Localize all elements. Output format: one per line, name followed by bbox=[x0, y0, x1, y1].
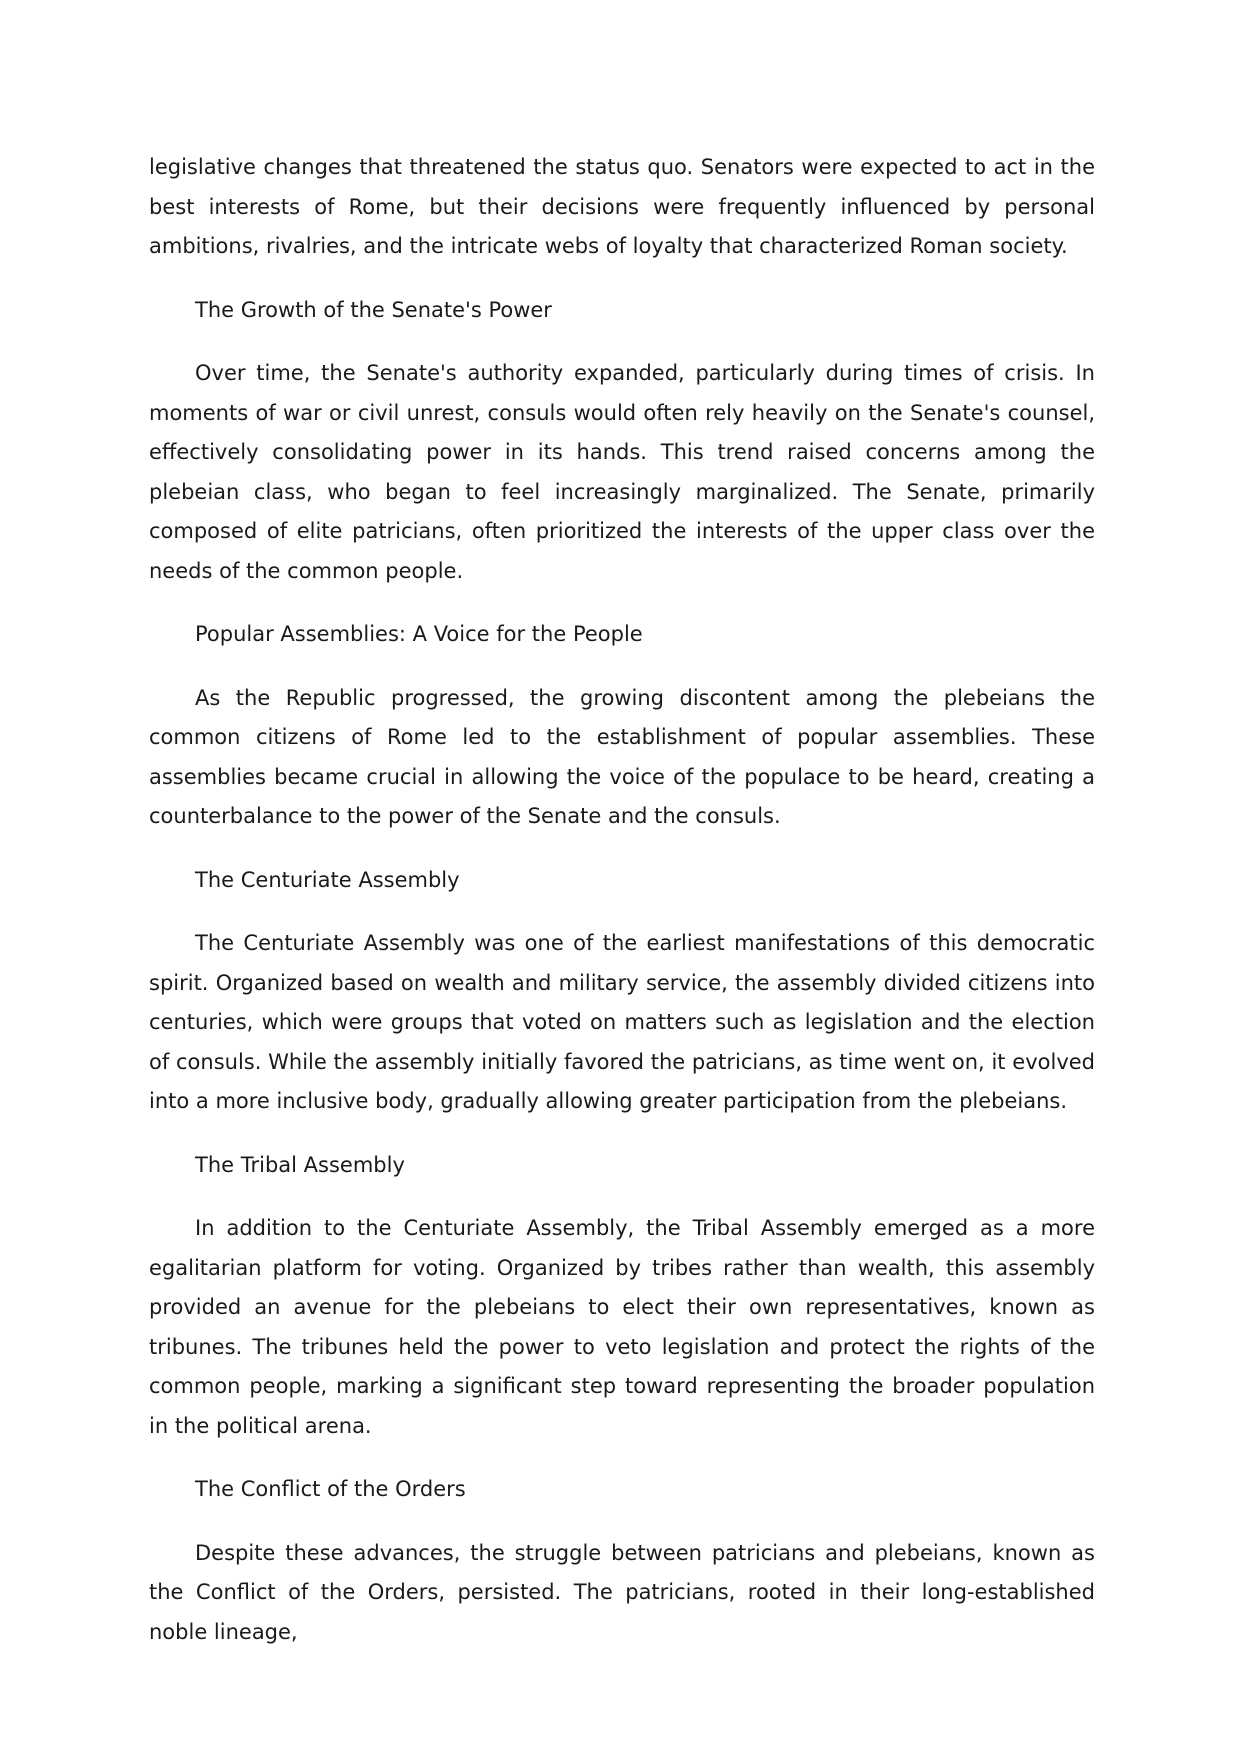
paragraph-conflict-of-orders: Despite these advances, the struggle between patricians and plebeians, known as the Conflict of the Orders, persisted. The patricians, rooted in their long-established noble lineage, bbox=[149, 1540, 1095, 1644]
heading-conflict-of-orders: The Conflict of the Orders bbox=[195, 1477, 466, 1501]
paragraph-tribal-assembly: In addition to the Centuriate Assembly, the Tribal Assembly emerged as a more egalitarian platform for voting. Organized by tribes rather than wealth, this assembly provided an avenue for the plebeians to elect their own representatives, known as tribunes. The tribunes held the power to veto legislation and protect the rights of the common people, marking a significant step toward representing the broader population in the political arena. bbox=[149, 1216, 1095, 1438]
heading-growth-of-senate-power: The Growth of the Senate's Power bbox=[195, 297, 552, 322]
document-body bbox=[149, 148, 1095, 1676]
heading-popular-assemblies: Popular Assemblies: A Voice for the People bbox=[195, 622, 643, 646]
paragraph-centuriate-assembly: The Centuriate Assembly was one of the earliest manifestations of this democratic spirit. Organized based on wealth and military service, the assembly divided citizens into centuries, which were groups that voted on matters such as legislation and the election of consuls. While the assembly initially favored the patricians, as time went on, it evolved into a more inclusive body, gradually allowing greater participation from the plebeians. bbox=[149, 931, 1095, 1113]
heading-tribal-assembly: The Tribal Assembly bbox=[195, 1152, 405, 1177]
paragraph-senate-decisions: legislative changes that threatened the status quo. Senators were expected to act in the best interests of Rome, but their decisions were frequently influenced by personal ambitions, rivalries, and the intricate webs of loyalty that characterized Roman society. bbox=[149, 155, 1095, 258]
heading-centuriate-assembly: The Centuriate Assembly bbox=[195, 867, 460, 892]
paragraph-senate-authority: Over time, the Senate's authority expanded, particularly during times of crisis. In moments of war or civil unrest, consuls would often rely heavily on the Senate's counsel, effectively consolidating power in its hands. This trend raised concerns among the plebeian class, who began to feel increasingly marginalized. The Senate, primarily composed of elite patricians, often prioritized the interests of the upper class over the needs of the common people. bbox=[149, 361, 1095, 583]
paragraph-popular-assemblies: As the Republic progressed, the growing discontent among the plebeians the common citizens of Rome led to the establishment of popular assemblies. These assemblies became crucial in allowing the voice of the populace to be heard, creating a counterbalance to the power of the Senate and the consuls. bbox=[149, 685, 1095, 828]
